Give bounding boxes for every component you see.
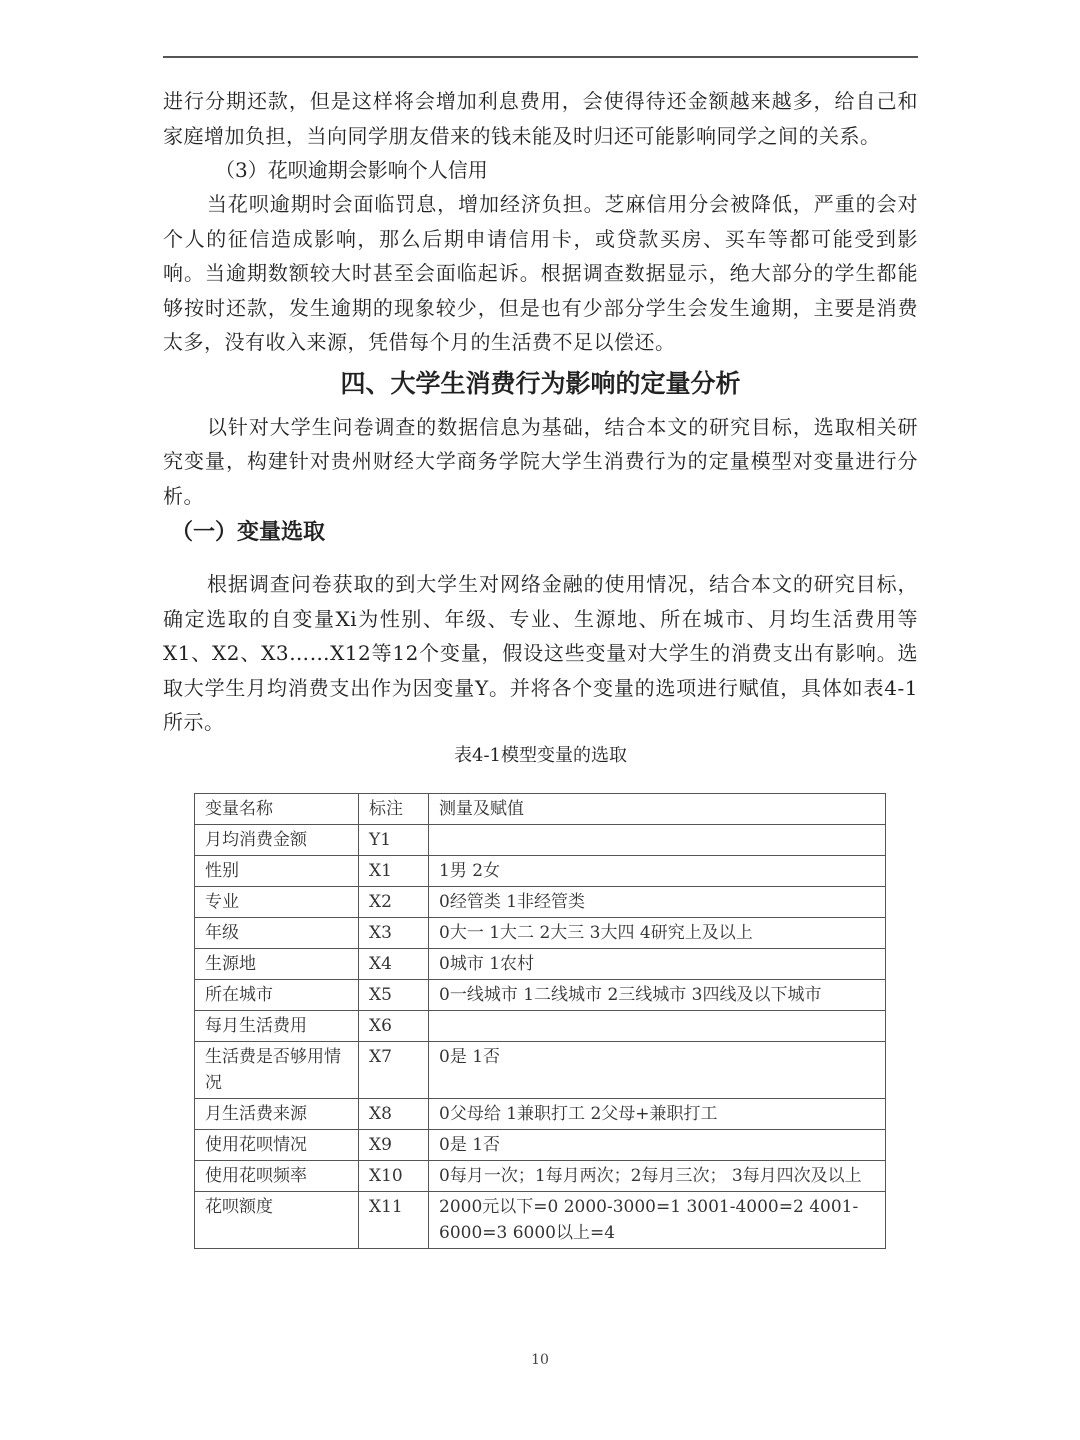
cell-label: Y1	[359, 825, 429, 856]
paragraph-credit: 当花呗逾期时会面临罚息，增加经济负担。芝麻信用分会被降低，严重的会对个人的征信造成影响，那么后期申请信用卡，或贷款买房、买车等都可能受到影响。当逾期数额较大时甚至会面临起诉。根据调查数据显示，绝大部分的学生都能够按时还款，发生逾期的现象较少，但是也有少部分学生会发生逾期，主要是消费太多，没有收入来源，凭借每个月的生活费不足以偿还。	[163, 192, 918, 354]
cell-measurement: 0一线城市 1二线城市 2三线城市 3四线及以下城市	[429, 980, 886, 1011]
table-row	[195, 949, 886, 980]
subsection-title: （一）变量选取	[171, 520, 326, 545]
subheading-credit: （3）花呗逾期会影响个人信用	[215, 158, 488, 182]
table-row	[195, 1161, 886, 1192]
cell-variable-name: 每月生活费用	[195, 1011, 359, 1042]
cell-measurement	[429, 825, 886, 856]
header-variable-name: 变量名称	[195, 794, 359, 825]
table-row	[195, 980, 886, 1011]
page-number: 10	[531, 1352, 549, 1368]
cell-measurement: 0城市 1农村	[429, 949, 886, 980]
cell-variable-name: 专业	[195, 887, 359, 918]
table-row	[195, 1130, 886, 1161]
cell-measurement	[429, 1011, 886, 1042]
cell-variable-name: 生源地	[195, 949, 359, 980]
paragraph-intro: 以针对大学生问卷调查的数据信息为基础，结合本文的研究目标，选取相关研究变量，构建针对贵州财经大学商务学院大学生消费行为的定量模型对变量进行分析。	[163, 414, 918, 508]
cell-label: X1	[359, 856, 429, 887]
cell-measurement: 2000元以下=0 2000-3000=1 3001-4000=2 4001-6000=3 6000以上=4	[429, 1192, 886, 1249]
cell-label: X5	[359, 980, 429, 1011]
cell-label: X7	[359, 1042, 429, 1099]
table-row	[195, 1192, 886, 1249]
cell-variable-name: 使用花呗情况	[195, 1130, 359, 1161]
table-row	[195, 856, 886, 887]
cell-label: X4	[359, 949, 429, 980]
table-row	[195, 1011, 886, 1042]
paragraph-continuation: 进行分期还款，但是这样将会增加利息费用，会使得待还金额越来越多，给自己和家庭增加负担，当向同学朋友借来的钱未能及时归还可能影响同学之间的关系。	[163, 89, 918, 148]
cell-measurement: 0每月一次；1每月两次；2每月三次； 3每月四次及以上	[429, 1161, 886, 1192]
header-label: 标注	[359, 794, 429, 825]
table-row	[195, 825, 886, 856]
cell-variable-name: 所在城市	[195, 980, 359, 1011]
cell-label: X6	[359, 1011, 429, 1042]
cell-variable-name: 月生活费来源	[195, 1099, 359, 1130]
table-row	[195, 918, 886, 949]
cell-variable-name: 生活费是否够用情况	[195, 1042, 359, 1099]
table-row	[195, 887, 886, 918]
cell-label: X3	[359, 918, 429, 949]
paragraph-variables: 根据调查问卷获取的到大学生对网络金融的使用情况，结合本文的研究目标，确定选取的自变量Xi为性别、年级、专业、生源地、所在城市、月均生活费用等X1、X2、X3……X12等12个变量，假设这些变量对大学生的消费支出有影响。选取大学生月均消费支出作为因变量Y。并将各个变量的选项进行赋值，具体如表4-1所示。	[163, 572, 918, 734]
section-title: 四、大学生消费行为影响的定量分析	[340, 368, 741, 398]
cell-variable-name: 花呗额度	[195, 1192, 359, 1249]
cell-variable-name: 性别	[195, 856, 359, 887]
cell-measurement: 0是 1否	[429, 1130, 886, 1161]
header-rule	[163, 56, 918, 58]
page-body	[163, 84, 918, 776]
cell-label: X2	[359, 887, 429, 918]
cell-variable-name: 年级	[195, 918, 359, 949]
cell-label: X11	[359, 1192, 429, 1249]
table-row	[195, 1099, 886, 1130]
cell-measurement: 0经管类 1非经管类	[429, 887, 886, 918]
cell-label: X8	[359, 1099, 429, 1130]
cell-label: X9	[359, 1130, 429, 1161]
variables-table	[194, 793, 886, 1249]
table-row	[195, 1042, 886, 1099]
table-caption: 表4-1模型变量的选取	[454, 744, 627, 766]
table-header-row	[195, 794, 886, 825]
cell-measurement: 0是 1否	[429, 1042, 886, 1099]
cell-measurement: 1男 2女	[429, 856, 886, 887]
cell-variable-name: 月均消费金额	[195, 825, 359, 856]
cell-variable-name: 使用花呗频率	[195, 1161, 359, 1192]
cell-measurement: 0大一 1大二 2大三 3大四 4研究上及以上	[429, 918, 886, 949]
cell-measurement: 0父母给 1兼职打工 2父母+兼职打工	[429, 1099, 886, 1130]
cell-label: X10	[359, 1161, 429, 1192]
header-measurement: 测量及赋值	[429, 794, 886, 825]
